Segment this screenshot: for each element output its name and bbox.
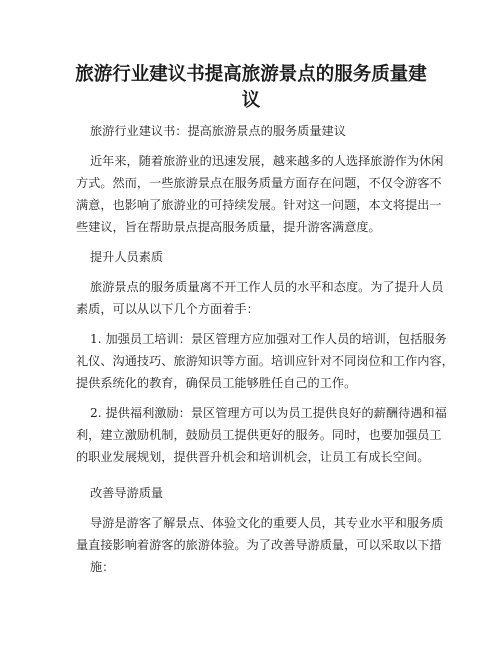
item1-line: 1. 加强员工培训：景区管理方应加强对工作人员的培训，包括服务	[90, 332, 447, 346]
item1-line: 提供系统化的教育，确保员工能够胜任自己的工作。	[76, 376, 357, 390]
section2-intro-line: 导游是游客了解景点、体验文化的重要人员，其专业水平和服务质	[90, 516, 444, 530]
item1-line: 礼仪、沟通技巧、旅游知识等方面。培训应针对不同岗位和工作内容，	[76, 354, 454, 368]
section1-intro-line: 素质，可以从以下几个方面着手：	[76, 302, 259, 316]
subtitle: 旅游行业建议书：提高旅游景点的服务质量建议	[90, 124, 346, 138]
section2-intro-line: 量直接影响着游客的旅游体验。为了改善导游质量，可以采取以下措	[76, 538, 442, 552]
section-heading-guide: 改善导游质量	[90, 486, 164, 500]
intro-line: 些建议，旨在帮助景点提高服务质量，提升游客满意度。	[76, 220, 381, 234]
intro-line: 近年来，随着旅游业的迅速发展，越来越多的人选择旅游作为休闲	[90, 154, 444, 168]
section-heading-staff: 提升人员素质	[90, 250, 164, 264]
intro-line: 方式。然而，一些旅游景点在服务质量方面存在问题，不仅令游客不	[76, 176, 442, 190]
intro-line: 满意，也影响了旅游业的可持续发展。针对这一问题，本文将提出一	[76, 198, 442, 212]
title-line-2: 议	[241, 90, 261, 111]
title-line-1: 旅游行业建议书提高旅游景点的服务质量建	[75, 64, 427, 85]
section1-intro-line: 旅游景点的服务质量离不开工作人员的水平和态度。为了提升人员	[90, 280, 444, 294]
item2-line: 2. 提供福利激励：景区管理方可以为员工提供良好的薪酬待遇和福	[90, 406, 447, 420]
document-title	[70, 62, 432, 114]
section2-intro-line: 施：	[90, 560, 115, 574]
item2-line: 的职业发展规划，提供晋升机会和培训机会，让员工有成长空间。	[76, 450, 430, 464]
item2-line: 利，建立激励机制，鼓励员工提供更好的服务。同时，也要加强员工	[76, 428, 442, 442]
